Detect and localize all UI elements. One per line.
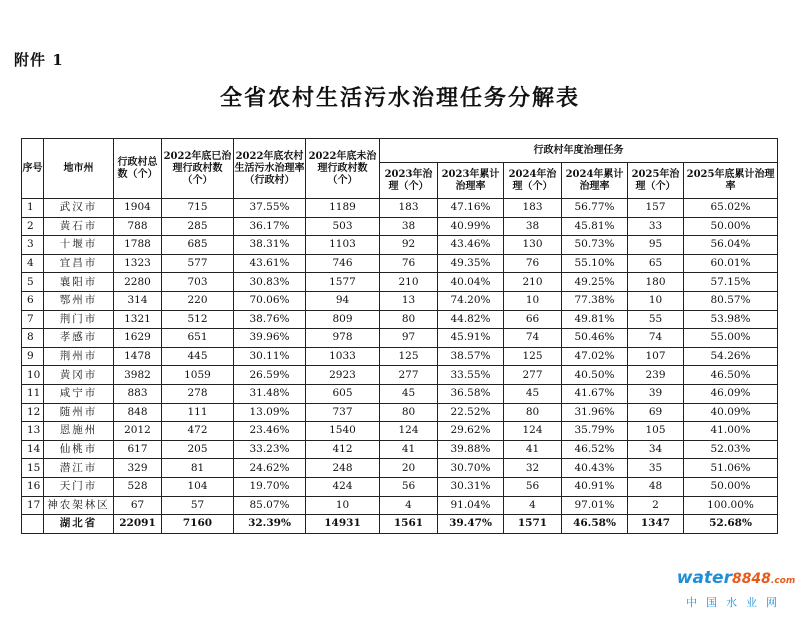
city-cell: 孝感市 [44,329,114,348]
treat-2025-cell: 107 [628,347,684,366]
rate-2022-cell: 37.55% [234,199,306,218]
table-row [22,403,778,422]
treat-2024-cell: 277 [504,366,562,385]
treated-2022-cell: 651 [162,329,234,348]
untreated-2022-cell: 605 [306,384,380,403]
untreated-2022-cell: 809 [306,310,380,329]
treat-2024-cell: 210 [504,273,562,292]
cumulative-2024-cell: 41.67% [562,384,628,403]
cumulative-2023-cell: 40.99% [438,217,504,236]
rate-2022-cell: 33.23% [234,440,306,459]
rate-2022-cell: 24.62% [234,459,306,478]
cumulative-2023-cell: 49.35% [438,254,504,273]
treat-2024-cell: 45 [504,384,562,403]
cumulative-2025-cell: 40.09% [684,403,778,422]
treated-2022-cell: 81 [162,459,234,478]
cumulative-2024-cell: 40.43% [562,459,628,478]
villages-total-cell: 1629 [114,329,162,348]
city-cell: 神农架林区 [44,496,114,515]
treat-2024-cell: 4 [504,496,562,515]
villages-total-cell: 788 [114,217,162,236]
rate-2022-cell: 85.07% [234,496,306,515]
seq-cell: 15 [22,459,44,478]
treat-2024-cell: 10 [504,291,562,310]
villages-total-cell: 1904 [114,199,162,218]
untreated-2022-cell: 248 [306,459,380,478]
table-row [22,217,778,236]
treat-2025-cell: 65 [628,254,684,273]
seq-cell: 16 [22,477,44,496]
city-cell: 仙桃市 [44,440,114,459]
treat-2023-cell: 277 [380,366,438,385]
table-row [22,236,778,255]
city-cell: 随州市 [44,403,114,422]
villages-total-cell: 1321 [114,310,162,329]
cumulative-2024-cell: 31.96% [562,403,628,422]
treated-2022-cell: 715 [162,199,234,218]
villages-total-cell: 1478 [114,347,162,366]
cumulative-2024-cell: 40.91% [562,477,628,496]
villages-total-cell: 617 [114,440,162,459]
treat-2025-cell: 105 [628,422,684,441]
rate-2022-cell: 31.48% [234,384,306,403]
treated-2022-cell: 445 [162,347,234,366]
untreated-2022-cell: 1033 [306,347,380,366]
treat-2024-cell: 130 [504,236,562,255]
city-cell: 恩施州 [44,422,114,441]
villages-total-cell: 848 [114,403,162,422]
table-row [22,199,778,218]
cumulative-2024-cell: 35.79% [562,422,628,441]
header-2025-treat: 2025年治理（个） [628,163,684,199]
untreated-2022-cell: 424 [306,477,380,496]
cumulative-2023-cell: 44.82% [438,310,504,329]
villages-total-cell: 1788 [114,236,162,255]
header-villages-total: 行政村总数（个） [114,139,162,199]
seq-cell: 4 [22,254,44,273]
untreated-2022-cell: 746 [306,254,380,273]
treat-2024-cell: 1571 [504,515,562,534]
cumulative-2023-cell: 91.04% [438,496,504,515]
cumulative-2025-cell: 51.06% [684,459,778,478]
rate-2022-cell: 39.96% [234,329,306,348]
seq-cell: 5 [22,273,44,292]
treat-2025-cell: 34 [628,440,684,459]
seq-cell: 1 [22,199,44,218]
treat-2023-cell: 124 [380,422,438,441]
cumulative-2023-cell: 39.47% [438,515,504,534]
treat-2024-cell: 183 [504,199,562,218]
cumulative-2023-cell: 22.52% [438,403,504,422]
treat-2025-cell: 2 [628,496,684,515]
watermark-logo-text [676,569,796,590]
cumulative-2025-cell: 57.15% [684,273,778,292]
seq-cell: 2 [22,217,44,236]
city-cell: 黄石市 [44,217,114,236]
header-2023-treat: 2023年治理（个） [380,163,438,199]
table-body [22,199,778,534]
rate-2022-cell: 38.76% [234,310,306,329]
villages-total-cell: 528 [114,477,162,496]
treat-2023-cell: 45 [380,384,438,403]
header-untreated-2022: 2022年底未治理行政村数（个） [306,139,380,199]
treat-2023-cell: 92 [380,236,438,255]
treated-2022-cell: 512 [162,310,234,329]
treat-2025-cell: 1347 [628,515,684,534]
rate-2022-cell: 43.61% [234,254,306,273]
cumulative-2025-cell: 100.00% [684,496,778,515]
cumulative-2025-cell: 46.50% [684,366,778,385]
cumulative-2024-cell: 45.81% [562,217,628,236]
treated-2022-cell: 57 [162,496,234,515]
rate-2022-cell: 26.59% [234,366,306,385]
untreated-2022-cell: 1577 [306,273,380,292]
table-row [22,347,778,366]
city-cell: 武汉市 [44,199,114,218]
treat-2023-cell: 56 [380,477,438,496]
table-total-row [22,515,778,534]
city-cell: 天门市 [44,477,114,496]
treated-2022-cell: 278 [162,384,234,403]
watermark-domain: .com [770,576,796,586]
table-row [22,310,778,329]
watermark-number: 8848 [731,571,771,587]
untreated-2022-cell: 978 [306,329,380,348]
rate-2022-cell: 36.17% [234,217,306,236]
treat-2023-cell: 1561 [380,515,438,534]
seq-cell: 8 [22,329,44,348]
header-2025-cumulative: 2025年底累计治理率 [684,163,778,199]
untreated-2022-cell: 2923 [306,366,380,385]
cumulative-2024-cell: 46.52% [562,440,628,459]
table-row [22,254,778,273]
table-row [22,459,778,478]
cumulative-2025-cell: 80.57% [684,291,778,310]
rate-2022-cell: 30.11% [234,347,306,366]
cumulative-2025-cell: 50.00% [684,477,778,496]
untreated-2022-cell: 1189 [306,199,380,218]
cumulative-2023-cell: 30.31% [438,477,504,496]
untreated-2022-cell: 737 [306,403,380,422]
treat-2024-cell: 56 [504,477,562,496]
seq-cell: 7 [22,310,44,329]
city-cell: 咸宁市 [44,384,114,403]
table-row [22,440,778,459]
cumulative-2024-cell: 49.81% [562,310,628,329]
treat-2023-cell: 210 [380,273,438,292]
city-cell: 襄阳市 [44,273,114,292]
treat-2024-cell: 76 [504,254,562,273]
villages-total-cell: 22091 [114,515,162,534]
villages-total-cell: 3982 [114,366,162,385]
cumulative-2025-cell: 56.04% [684,236,778,255]
treat-2024-cell: 66 [504,310,562,329]
cumulative-2025-cell: 52.03% [684,440,778,459]
treat-2025-cell: 55 [628,310,684,329]
treat-2024-cell: 32 [504,459,562,478]
city-cell: 荆州市 [44,347,114,366]
seq-cell: 3 [22,236,44,255]
cumulative-2025-cell: 65.02% [684,199,778,218]
treat-2023-cell: 97 [380,329,438,348]
cumulative-2023-cell: 40.04% [438,273,504,292]
treat-2025-cell: 239 [628,366,684,385]
seq-cell: 9 [22,347,44,366]
seq-cell: 14 [22,440,44,459]
city-cell: 黄冈市 [44,366,114,385]
treat-2025-cell: 180 [628,273,684,292]
header-2024-treat: 2024年治理（个） [504,163,562,199]
rate-2022-cell: 19.70% [234,477,306,496]
treat-2025-cell: 157 [628,199,684,218]
header-city: 地市州 [44,139,114,199]
task-breakdown-table [21,138,778,534]
header-treated-2022: 2022年底已治理行政村数（个） [162,139,234,199]
cumulative-2024-cell: 50.73% [562,236,628,255]
seq-cell: 13 [22,422,44,441]
treat-2025-cell: 95 [628,236,684,255]
cumulative-2023-cell: 33.55% [438,366,504,385]
treat-2024-cell: 80 [504,403,562,422]
cumulative-2025-cell: 55.00% [684,329,778,348]
table-row [22,291,778,310]
villages-total-cell: 2280 [114,273,162,292]
treat-2025-cell: 10 [628,291,684,310]
table-row [22,496,778,515]
treat-2023-cell: 80 [380,310,438,329]
cumulative-2023-cell: 39.88% [438,440,504,459]
treated-2022-cell: 577 [162,254,234,273]
annex-label: 附件 1 [14,51,64,69]
villages-total-cell: 314 [114,291,162,310]
treat-2025-cell: 48 [628,477,684,496]
treat-2023-cell: 13 [380,291,438,310]
untreated-2022-cell: 1103 [306,236,380,255]
watermark-logo [676,569,796,610]
treated-2022-cell: 7160 [162,515,234,534]
watermark-word: water [676,568,732,588]
villages-total-cell: 883 [114,384,162,403]
treat-2024-cell: 74 [504,329,562,348]
table-row [22,366,778,385]
header-seq: 序号 [22,139,44,199]
header-2024-cumulative: 2024年累计治理率 [562,163,628,199]
treat-2025-cell: 69 [628,403,684,422]
seq-cell: 11 [22,384,44,403]
treat-2024-cell: 125 [504,347,562,366]
rate-2022-cell: 30.83% [234,273,306,292]
cumulative-2023-cell: 74.20% [438,291,504,310]
rate-2022-cell: 13.09% [234,403,306,422]
cumulative-2025-cell: 50.00% [684,217,778,236]
treated-2022-cell: 685 [162,236,234,255]
seq-cell: 6 [22,291,44,310]
cumulative-2025-cell: 60.01% [684,254,778,273]
city-cell: 湖北省 [44,515,114,534]
treat-2025-cell: 39 [628,384,684,403]
table-row [22,273,778,292]
cumulative-2023-cell: 45.91% [438,329,504,348]
untreated-2022-cell: 503 [306,217,380,236]
treated-2022-cell: 220 [162,291,234,310]
cumulative-2024-cell: 47.02% [562,347,628,366]
cumulative-2025-cell: 54.26% [684,347,778,366]
table-row [22,477,778,496]
treat-2023-cell: 125 [380,347,438,366]
villages-total-cell: 67 [114,496,162,515]
treat-2023-cell: 20 [380,459,438,478]
city-cell: 荆门市 [44,310,114,329]
treated-2022-cell: 285 [162,217,234,236]
treat-2023-cell: 41 [380,440,438,459]
treated-2022-cell: 205 [162,440,234,459]
cumulative-2024-cell: 77.38% [562,291,628,310]
untreated-2022-cell: 94 [306,291,380,310]
untreated-2022-cell: 412 [306,440,380,459]
untreated-2022-cell: 1540 [306,422,380,441]
villages-total-cell: 1323 [114,254,162,273]
table-row [22,329,778,348]
table-row [22,384,778,403]
treat-2025-cell: 33 [628,217,684,236]
treat-2025-cell: 35 [628,459,684,478]
seq-cell: 17 [22,496,44,515]
villages-total-cell: 329 [114,459,162,478]
villages-total-cell: 2012 [114,422,162,441]
rate-2022-cell: 32.39% [234,515,306,534]
cumulative-2025-cell: 41.00% [684,422,778,441]
treat-2023-cell: 38 [380,217,438,236]
header-annual-tasks: 行政村年度治理任务 [380,139,778,163]
untreated-2022-cell: 10 [306,496,380,515]
seq-cell: 12 [22,403,44,422]
rate-2022-cell: 23.46% [234,422,306,441]
treat-2024-cell: 124 [504,422,562,441]
treated-2022-cell: 111 [162,403,234,422]
cumulative-2025-cell: 46.09% [684,384,778,403]
header-2023-cumulative: 2023年累计治理率 [438,163,504,199]
cumulative-2024-cell: 56.77% [562,199,628,218]
cumulative-2024-cell: 40.50% [562,366,628,385]
cumulative-2023-cell: 30.70% [438,459,504,478]
treat-2024-cell: 38 [504,217,562,236]
page-title: 全省农村生活污水治理任务分解表 [219,85,580,111]
city-cell: 宜昌市 [44,254,114,273]
cumulative-2023-cell: 47.16% [438,199,504,218]
treat-2024-cell: 41 [504,440,562,459]
cumulative-2024-cell: 97.01% [562,496,628,515]
table-row [22,422,778,441]
watermark-sub: 中国水业网 [686,596,786,609]
city-cell: 十堰市 [44,236,114,255]
treat-2023-cell: 183 [380,199,438,218]
rate-2022-cell: 70.06% [234,291,306,310]
treated-2022-cell: 104 [162,477,234,496]
cumulative-2023-cell: 29.62% [438,422,504,441]
cumulative-2023-cell: 43.46% [438,236,504,255]
seq-cell: 10 [22,366,44,385]
cumulative-2024-cell: 50.46% [562,329,628,348]
cumulative-2025-cell: 53.98% [684,310,778,329]
city-cell: 潜江市 [44,459,114,478]
treat-2023-cell: 80 [380,403,438,422]
city-cell: 鄂州市 [44,291,114,310]
cumulative-2024-cell: 49.25% [562,273,628,292]
cumulative-2023-cell: 36.58% [438,384,504,403]
cumulative-2024-cell: 46.58% [562,515,628,534]
treated-2022-cell: 1059 [162,366,234,385]
header-rate-2022: 2022年底农村生活污水治理率（行政村） [234,139,306,199]
treated-2022-cell: 703 [162,273,234,292]
rate-2022-cell: 38.31% [234,236,306,255]
untreated-2022-cell: 14931 [306,515,380,534]
treat-2023-cell: 76 [380,254,438,273]
treat-2023-cell: 4 [380,496,438,515]
seq-cell [22,515,44,534]
cumulative-2024-cell: 55.10% [562,254,628,273]
treated-2022-cell: 472 [162,422,234,441]
treat-2025-cell: 74 [628,329,684,348]
cumulative-2025-cell: 52.68% [684,515,778,534]
cumulative-2023-cell: 38.57% [438,347,504,366]
